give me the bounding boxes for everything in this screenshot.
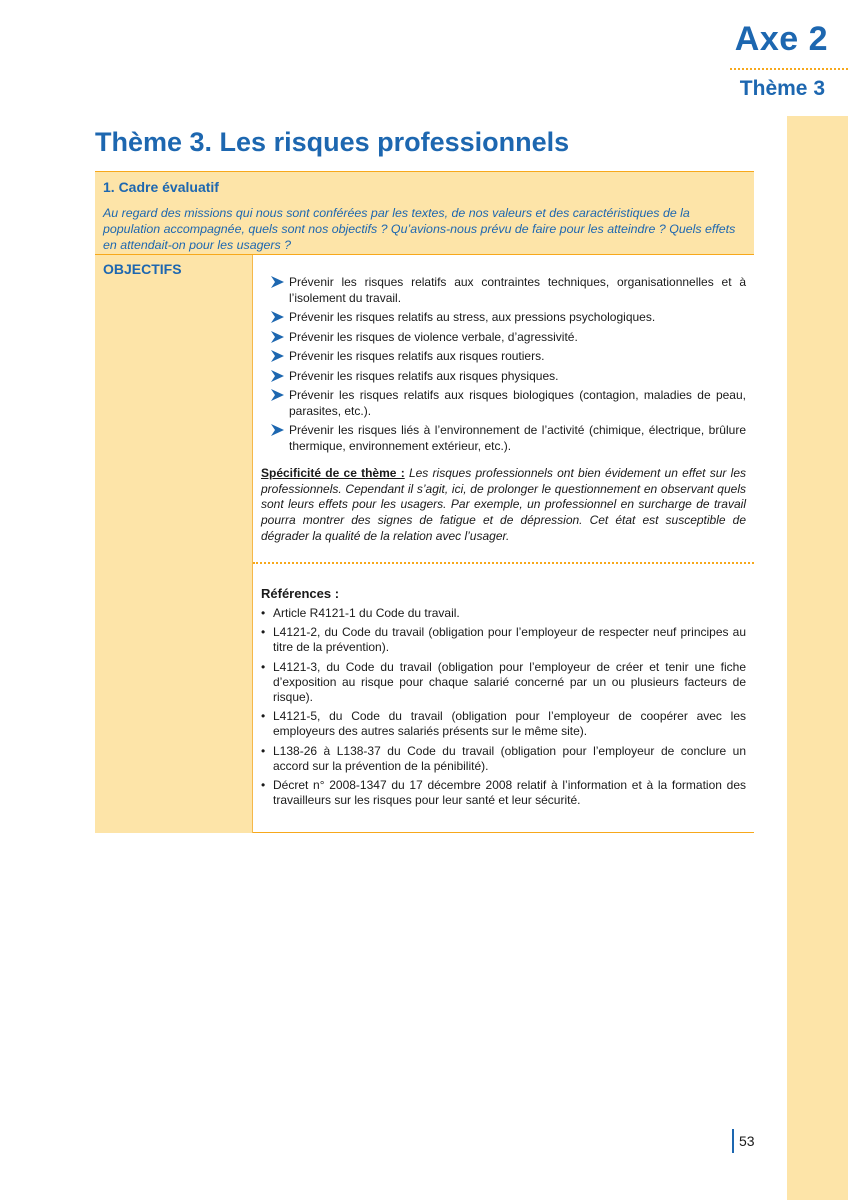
arrow-bullet-icon [271, 424, 284, 436]
reference-item: • Décret n° 2008-1347 du 17 décembre 2008 relatif à l’information et à la formation des travailleurs sur les risques pour leur santé et leur sécurité. [261, 778, 746, 808]
side-color-strip [787, 0, 848, 1200]
axe-label: Axe 2 [734, 20, 828, 58]
objectif-text: Prévenir les risques relatifs aux risques routiers. [289, 349, 545, 363]
cadre-evaluatif-box [95, 171, 754, 255]
arrow-bullet-icon [271, 389, 284, 401]
objectif-item [271, 388, 746, 419]
objectif-item [271, 275, 746, 306]
objectifs-label: OBJECTIFS [103, 261, 182, 277]
objectif-text: Prévenir les risques relatifs aux risques biologiques (contagion, maladies de peau, parasites, etc.). [289, 388, 746, 418]
dotted-divider [253, 562, 754, 564]
cadre-title: 1. Cadre évaluatif [103, 179, 219, 195]
reference-item: • L4121-3, du Code du travail (obligation pour l’employeur de créer et tenir une fiche d’exposition au risque pour chaque salarié concerné par un ou plusieurs facteurs de risque). [261, 660, 746, 706]
specificite-text: Les risques professionnels ont bien évidement un effet sur les professionnels. Cependant il s’agit, ici, de prolonger le questionnement en observant quels sont leurs effets pour les usagers. Par exemple, un professionnel en surcharge de travail pourra montrer des signes de fatigue et de dépression. Cet état est susceptible de dégrader la qualité de la relation avec l’usager. [261, 466, 746, 543]
specificite-paragraph [261, 466, 746, 545]
objectif-item [271, 369, 746, 385]
references-list [261, 606, 746, 812]
theme-label: Thème 3 [739, 77, 825, 100]
objectif-item [271, 310, 746, 326]
objectifs-content [253, 255, 754, 833]
objectifs-list [271, 275, 746, 458]
objectif-text: Prévenir les risques relatifs aux risques physiques. [289, 368, 559, 383]
arrow-bullet-icon [271, 276, 284, 288]
objectif-item [271, 423, 746, 454]
reference-item: • L138-26 à L138-37 du Code du travail (obligation pour l’employeur de conclure un accord sur la prévention de la pénibilité). [261, 744, 746, 774]
objectif-item [271, 349, 746, 365]
evaluation-table [95, 171, 754, 833]
cadre-question: Au regard des missions qui nous sont conférées par les textes, de nos valeurs et des caractéristiques de la population accompagnée, quels sont nos objectifs ? Qu’avions-nous prévu de faire pour les atteindre ? Quels effets en attendait-on pour les usagers ? [103, 206, 736, 252]
reference-item: • Article R4121-1 du Code du travail. [261, 606, 746, 621]
page-number-bar [732, 1129, 734, 1153]
page-number: 53 [739, 1133, 755, 1149]
page-title: Thème 3. Les risques professionnels [95, 127, 570, 157]
objectif-item [271, 330, 746, 346]
objectifs-column [95, 255, 253, 833]
axe-dotted-rule [730, 68, 848, 70]
objectif-text: Prévenir les risques de violence verbale, d’agressivité. [289, 329, 578, 344]
arrow-bullet-icon [271, 350, 284, 362]
specificite-label: Spécificité de ce thème : [261, 466, 405, 480]
objectif-text: Prévenir les risques relatifs au stress, aux pressions psychologiques. [289, 310, 656, 324]
arrow-bullet-icon [271, 370, 284, 382]
objectif-text: Prévenir les risques relatifs aux contraintes techniques, organisationnelles et à l’isolement du travail. [289, 275, 746, 305]
reference-item: • L4121-2, du Code du travail (obligation pour l’employeur de respecter neuf principes au titre de la prévention). [261, 625, 746, 655]
arrow-bullet-icon [271, 331, 284, 343]
reference-item: • L4121-5, du Code du travail (obligation pour l’employeur de coopérer avec les employeurs des autres salariés présents sur le même site). [261, 709, 746, 739]
arrow-bullet-icon [271, 311, 284, 323]
objectif-text: Prévenir les risques liés à l’environnement de l’activité (chimique, électrique, brûlure thermique, environnement extérieur, etc.). [289, 423, 746, 453]
references-title: Références : [261, 586, 340, 601]
